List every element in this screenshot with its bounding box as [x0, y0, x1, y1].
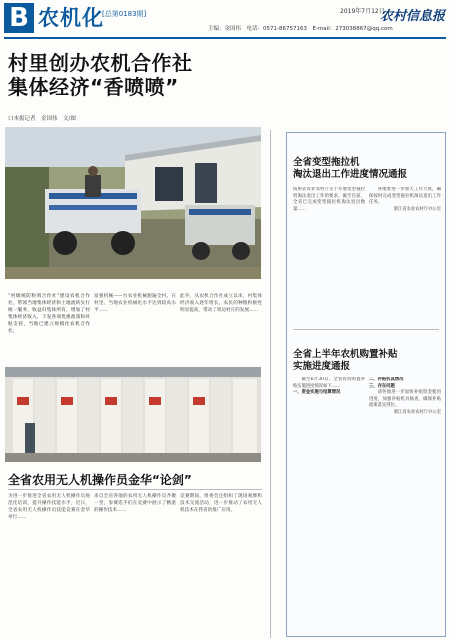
drying-kiln-graphic [5, 367, 261, 462]
notice2-signature: 浙江省农业农村厅办公室 [393, 409, 441, 415]
main-headline [8, 51, 193, 99]
drying-kiln-photo [5, 367, 261, 462]
main-headline-line2: 集体经济“香喷喷” [8, 75, 179, 99]
masthead-divider [4, 37, 446, 39]
notice1-headline-line1: 全省变型拖拉机 [293, 157, 360, 168]
notice-separator [293, 329, 439, 330]
notice2-headline-line2: 实施进度通报 [293, 361, 351, 372]
notice1-body-right [369, 187, 441, 321]
uav-article-col3: 竞赛期间，组委会还组织了现场观摩和技术交流活动，进一步推动了农用无人机技术在我省的推广应用。 [180, 494, 262, 513]
notice2-body-right-text: 请各地进一步加快补贴资金使用进度，加强补贴机具核查，确保补贴政策落实到位。 [369, 390, 441, 409]
edition-number: [总第0183期] [102, 10, 147, 18]
tractor-photo-graphic [5, 127, 261, 279]
main-article-col3: 此外，从农机合作社成立以来，村集体经济收入逐年增长，农民的种粮积极性明显提高，带动了周边村庄的发展…… [180, 294, 262, 313]
notice2-subhead-1: 一、资金实施与结算情况 [293, 390, 341, 396]
editor-contact-line: 主编：金国伟 电话：0571-86757163 E-mail：273038867@qq.com [208, 26, 393, 32]
main-byline: 口本报记者 金国伟 文/图 [8, 116, 76, 122]
notice1-body-right-text: 各地要进一步加大工作力度，确保按时完成变型拖拉机淘汰退出工作任务。 [369, 187, 441, 206]
section-title: 农机化 [38, 6, 104, 30]
main-article-col2: 富强机械——台农业机械跑遍全村。在村里，当地农业机械化水平达到较高水平…… [94, 294, 176, 313]
notice1-body-left: 按照省农业农村厅关于开展变型拖拉机淘汰退出工作的要求，截至目前，全省已完成变型拖拉机淘汰退出数量…… [293, 187, 365, 212]
notice2-subhead-3: 三、存在问题 [369, 383, 395, 389]
issue-date: 2019年7月12日 [340, 8, 385, 15]
notice1-signature: 浙江省农业农村厅办公室 [393, 206, 441, 212]
photo-caption: “村级统防粉剂合作社”建设农机合作社，带领当地集体经济和土地流转实行统一服务，收益归集体所有，增加了村集体经济收入，下发各项优惠政策和补贴支持，当地已建立规模化农机合作社。 [8, 294, 90, 334]
newspaper-logo: 农村信息报 [380, 9, 446, 24]
notice2-subhead-2: 二、补贴机具情况 [369, 377, 404, 382]
uav-article-headline: 全省农用无人机操作员金华“论剑” [8, 473, 192, 487]
notice2-body-left-text: 截至6月30日，全省农机购置补贴实施进度情况如下…… [293, 377, 365, 389]
tractor-photo [5, 127, 261, 279]
sidebar-notices-panel [286, 132, 446, 637]
notice2-body-right [369, 377, 441, 633]
uav-article-col2: 来自全省各地的农用无人机操作员齐聚一堂，参赛选手们在竞赛中展示了精湛的操作技术…… [94, 494, 176, 513]
column-divider [270, 130, 271, 638]
main-headline-line1: 村里创办农机合作社 [8, 51, 193, 75]
masthead [4, 3, 446, 37]
notice1-headline [293, 157, 407, 181]
notice2-headline [293, 349, 398, 373]
notice2-body-left [293, 377, 365, 633]
notice1-headline-line2: 淘汰退出工作进度情况通报 [293, 169, 408, 180]
section-badge: B [4, 3, 34, 33]
uav-headline-rule [8, 489, 262, 490]
notice2-headline-line1: 全省上半年农机购置补贴 [293, 349, 398, 360]
uav-article-col1: 为进一步推进全省农用无人机操作员规范化培训，提升操作技能水平，近日，全省农用无人机操作员技能竞赛在金华举行…… [8, 494, 90, 520]
